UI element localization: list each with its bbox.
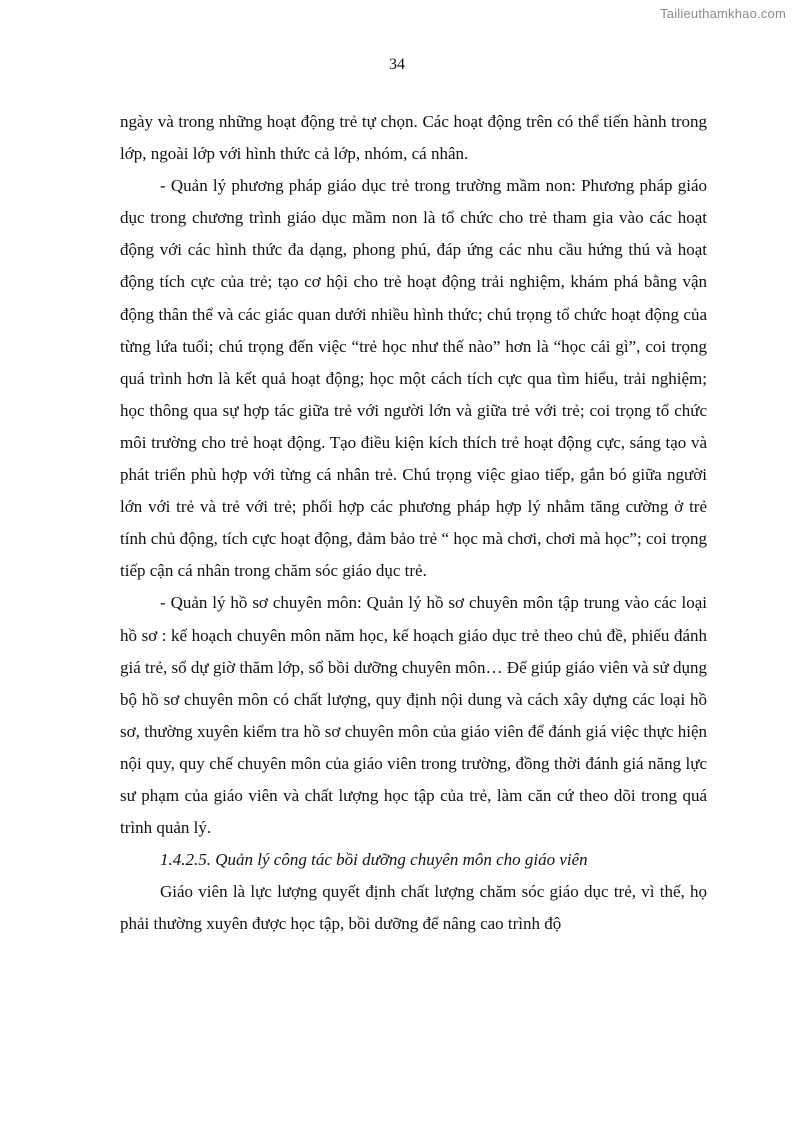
section-heading: 1.4.2.5. Quản lý công tác bồi dưỡng chuyên môn cho giáo viên [160,850,588,870]
watermark: Tailieuthamkhao.com [660,6,786,21]
document-body [120,106,707,940]
paragraph-teacher-training: Giáo viên là lực lượng quyết định chất lượng chăm sóc giáo dục trẻ, vì thế, họ phải thường xuyên được học tập, bồi dưỡng để nâng cao trình độ [120,882,707,934]
paragraph-professional-records: - Quản lý hồ sơ chuyên môn: Quản lý hồ sơ chuyên môn tập trung vào các loại hồ sơ : kế hoạch chuyên môn năm học, kế hoạch giáo dục trẻ theo chủ đề, phiếu đánh giá trẻ, sổ dự giờ thăm lớp, sổ bồi dưỡng chuyên môn… Để giúp giáo viên và sử dụng bộ hồ sơ chuyên môn có chất lượng, quy định nội dung và cách xây dựng các loại hồ sơ, thường xuyên kiểm tra hồ sơ chuyên môn của giáo viên để đánh giá việc thực hiện nội quy, quy chế chuyên môn của giáo viên trong trường, đồng thời đánh giá năng lực sư phạm của giáo viên và chất lượng học tập của trẻ, làm căn cứ theo dõi trong quá trình quản lý. [120,593,707,838]
page-number: 34 [389,56,405,73]
paragraph-teaching-methods: - Quản lý phương pháp giáo dục trẻ trong trường mầm non: Phương pháp giáo dục trong chương trình giáo dục mầm non là tổ chức cho trẻ tham gia vào các hoạt động với các hình thức đa dạng, phong phú, đáp ứng các nhu cầu hứng thú và hoạt động tích cực của trẻ; tạo cơ hội cho trẻ hoạt động trải nghiệm, khám phá bằng vận động thân thể và các giác quan dưới nhiều hình thức; chú trọng tổ chức hoạt động của từng lứa tuổi; chú trọng đến việc “trẻ học như thế nào” hơn là “học cái gì”, coi trọng quá trình hơn là kết quả hoạt động; học một cách tích cực qua tìm hiểu, trải nghiệm; học thông qua sự hợp tác giữa trẻ với người lớn và giữa trẻ với trẻ; coi trọng tổ chức môi trường cho trẻ hoạt động. Tạo điều kiện kích thích trẻ hoạt động cực, sáng tạo và phát triển phù hợp với từng cá nhân trẻ. Chú trọng việc giao tiếp, gắn bó giữa người lớn với trẻ và trẻ với trẻ; phối hợp các phương pháp hợp lý nhằm tăng cường ở trẻ tính chủ động, tích cực hoạt động, đảm bảo trẻ “ học mà chơi, chơi mà học”; coi trọng tiếp cận cá nhân trong chăm sóc giáo dục trẻ. [120,176,707,581]
paragraph-continuation: ngày và trong những hoạt động trẻ tự chọn. Các hoạt động trên có thể tiến hành trong lớp, ngoài lớp với hình thức cả lớp, nhóm, cá nhân. [120,112,707,164]
